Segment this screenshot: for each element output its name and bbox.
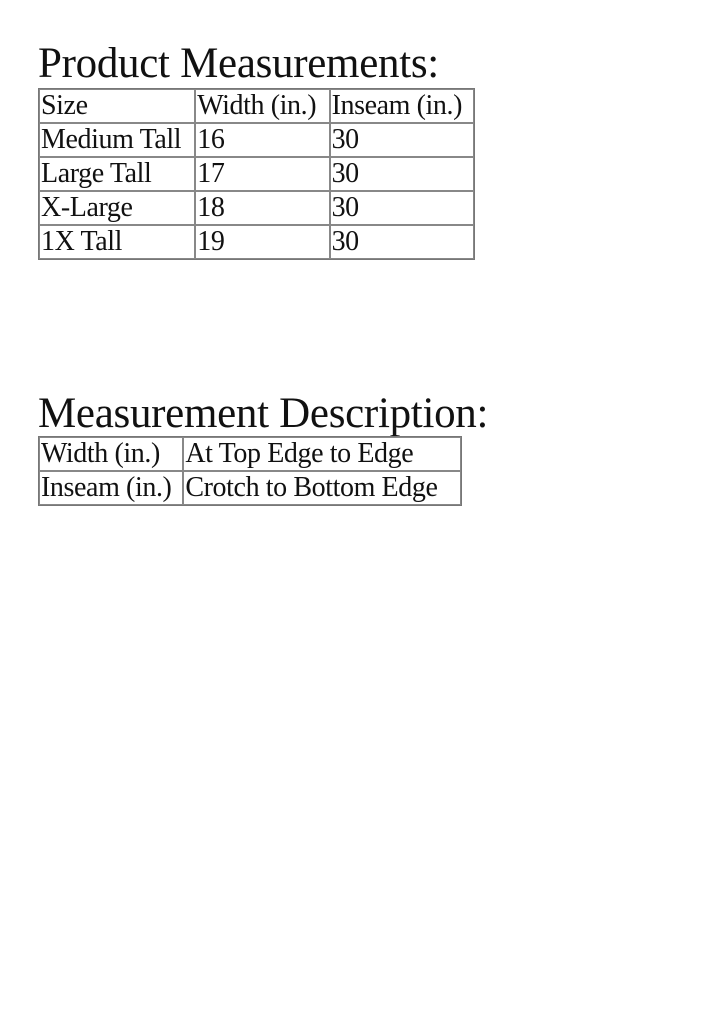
table-row [39,225,474,259]
width-cell: 19 [195,225,329,259]
header-size: Size [39,89,195,123]
measurement-description-table [38,436,462,506]
table-row [39,157,474,191]
inseam-cell: 30 [330,225,474,259]
measurement-name-cell: Inseam (in.) [39,471,183,505]
header-inseam: Inseam (in.) [330,89,474,123]
width-cell: 17 [195,157,329,191]
inseam-cell: 30 [330,123,474,157]
size-cell: Medium Tall [39,123,195,157]
table-header-row [39,89,474,123]
measurement-description-cell: Crotch to Bottom Edge [183,471,461,505]
measurement-name-cell: Width (in.) [39,437,183,471]
size-cell: Large Tall [39,157,195,191]
inseam-cell: 30 [330,191,474,225]
measurement-description-title: Measurement Description: [38,390,489,437]
width-cell: 16 [195,123,329,157]
size-cell: X-Large [39,191,195,225]
product-measurements-title: Product Measurements: [38,40,439,87]
header-width: Width (in.) [195,89,329,123]
table-row [39,123,474,157]
size-cell: 1X Tall [39,225,195,259]
width-cell: 18 [195,191,329,225]
table-row [39,471,461,505]
table-row [39,437,461,471]
product-measurements-table [38,88,475,260]
table-row [39,191,474,225]
inseam-cell: 30 [330,157,474,191]
measurement-description-cell: At Top Edge to Edge [183,437,461,471]
